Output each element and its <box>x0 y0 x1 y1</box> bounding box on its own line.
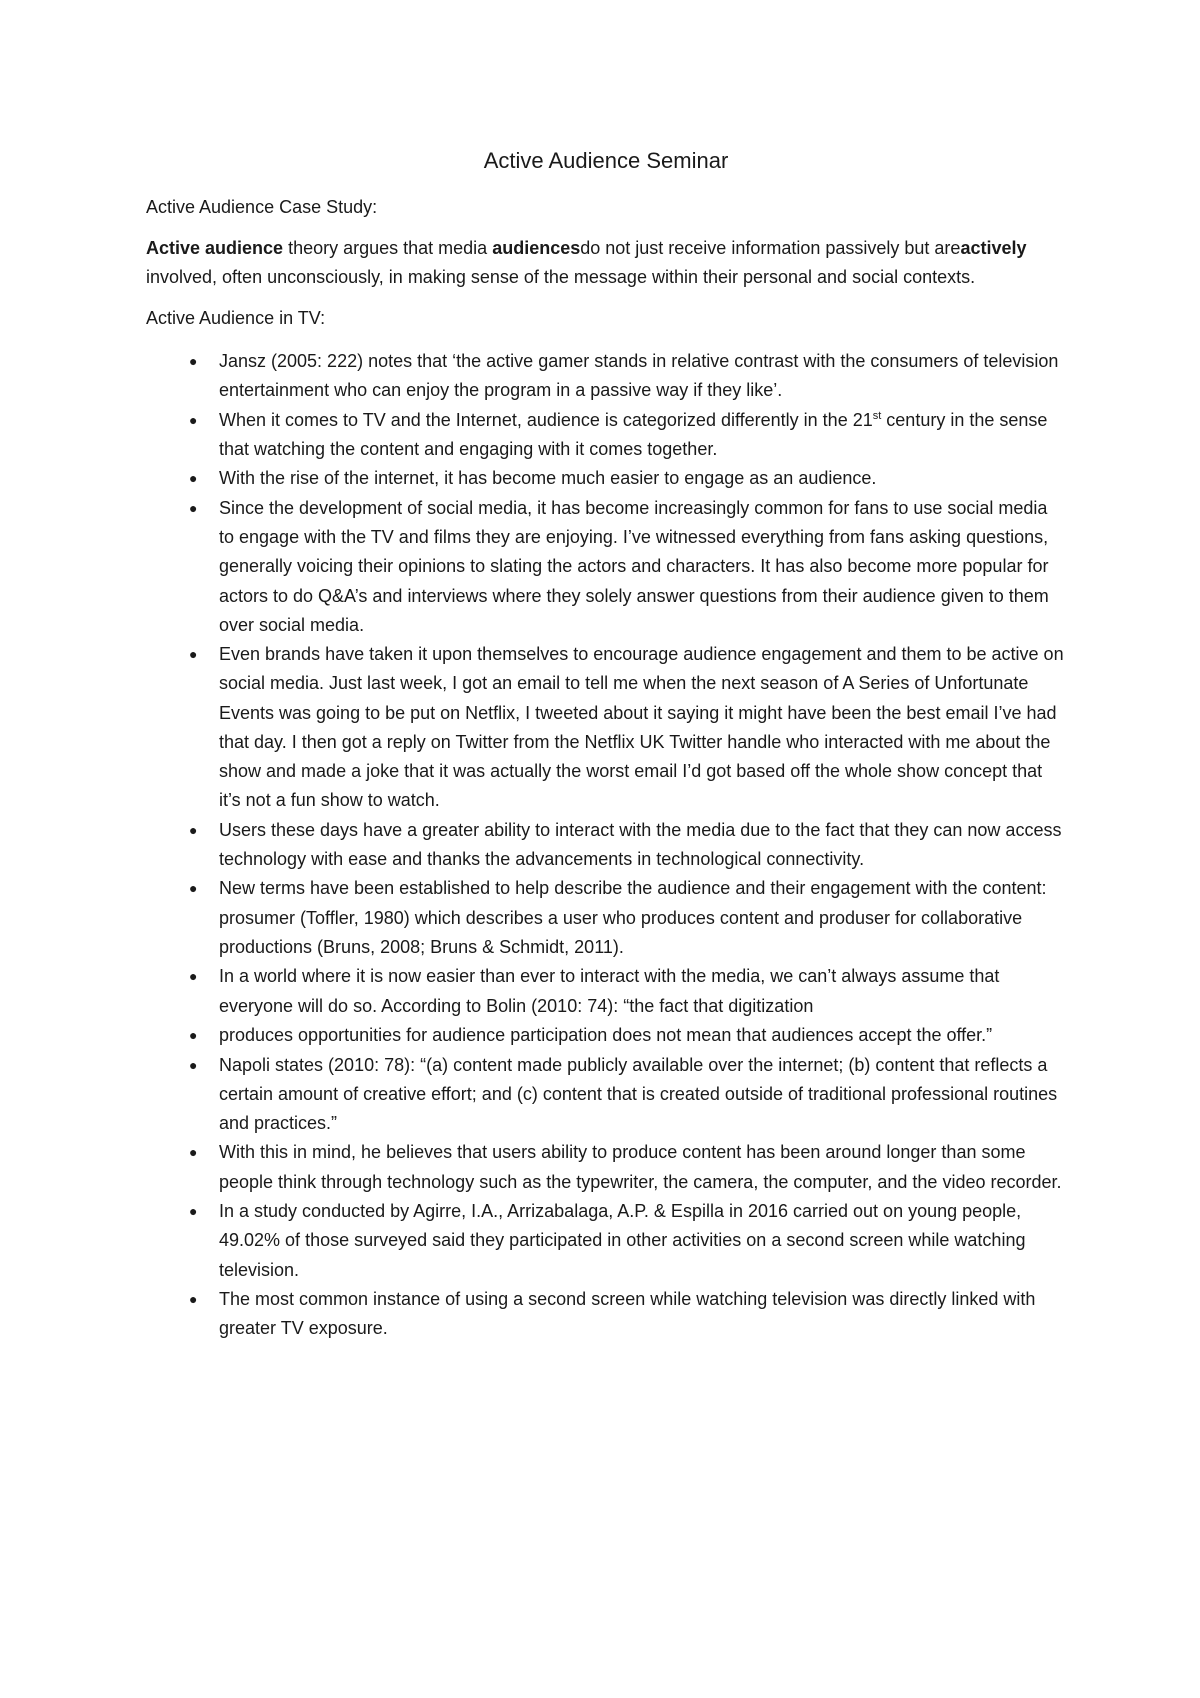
document-body <box>146 146 1066 1344</box>
tv-heading: Active Audience in TV: <box>146 308 326 328</box>
list-item <box>146 816 1066 874</box>
list-item-text: The most common instance of using a second screen while watching television was directly linked with greater TV exposure. <box>219 1289 1036 1339</box>
list-item <box>146 406 1066 464</box>
list-item-text: Napoli states (2010: 78): “(a) content made publicly available over the internet; (b) content that reflects a certain amount of creative effort; and (c) content that is created outside of traditional professional routines and practices.” <box>219 1054 1058 1133</box>
superscript: st <box>872 409 882 422</box>
list-item <box>146 464 1066 493</box>
bullet-icon: ● <box>189 968 198 985</box>
list-item-text: With the rise of the internet, it has become much easier to engage as an audience. <box>219 468 877 489</box>
list-item-text: With this in mind, he believes that users ability to produce content has been around longer than some people think through technology such as the typewriter, the camera, the computer, and the video recorder. <box>219 1142 1062 1192</box>
bullet-icon: ● <box>189 470 198 487</box>
intro-bold-1: Active audience <box>146 238 284 258</box>
intro-text-1: theory argues that media <box>283 238 493 258</box>
list-item <box>146 494 1066 640</box>
list-item-text: In a study conducted by Agirre, I.A., Arrizabalaga, A.P. & Espilla in 2016 carried out on young people, 49.02% of those surveyed said they participated in other activities on a second screen while watching television. <box>219 1201 1026 1280</box>
list-item-text: When it comes to TV and the Internet, audience is categorized differently in the 21 <box>219 409 873 430</box>
bullet-icon: ● <box>189 411 198 428</box>
list-item <box>146 1021 1066 1050</box>
list-item <box>146 1051 1066 1139</box>
bullet-icon: ● <box>189 353 198 369</box>
list-item-text: Jansz (2005: 222) notes that ‘the active gamer stands in relative contrast with the consumers of television entertainment who can enjoy the program in a passive way if they like’. <box>219 351 1059 401</box>
list-item <box>146 640 1066 815</box>
bullet-icon: ● <box>189 1203 198 1220</box>
intro-text-2: do not just receive information passively but are <box>580 238 961 258</box>
list-item-text: In a world where it is now easier than ever to interact with the media, we can’t always assume that everyone will do so. According to Bolin (2010: 74): “the fact that digitization <box>219 966 1000 1016</box>
bullet-icon: ● <box>189 821 198 838</box>
list-item <box>146 874 1066 962</box>
page-title: Active Audience Seminar <box>483 148 729 173</box>
list-item-text: Users these days have a greater ability to interact with the media due to the fact that they can now access technology with ease and thanks the advancements in technological connectivity. <box>219 819 1062 869</box>
intro-paragraph <box>146 234 1066 292</box>
list-item-text: New terms have been established to help describe the audience and their engagement with the content: prosumer (Toffler, 1980) which describes a user who produces content and produser for collaborative productions (Bruns, 2008; Bruns & Schmidt, 2011). <box>219 878 1047 957</box>
bullet-icon: ● <box>189 880 198 897</box>
list-item <box>146 347 1066 405</box>
list-item <box>146 1285 1066 1343</box>
intro-bold-3: actively <box>960 238 1027 258</box>
intro-bold-2: audiences <box>492 238 581 258</box>
list-item-text-tail: century in the sense that watching the content and engaging with it comes together. <box>219 409 1048 459</box>
bullet-icon: ● <box>189 1144 198 1161</box>
list-item-text: Even brands have taken it upon themselves to encourage audience engagement and them to be active on social media. Just last week, I got an email to tell me when the next season of A Series of Unfortunate Events was going to be put on Netflix, I tweeted about it saying it might have been the best email I’ve had that day. I then got a reply on Twitter from the Netflix UK Twitter handle who interacted with me about the show and made a joke that it was actually the worst email I’d got based off the whole show concept that it’s not a fun show to watch. <box>219 644 1064 811</box>
bullet-list <box>146 347 1066 1343</box>
bullet-icon: ● <box>189 1027 198 1044</box>
bullet-icon: ● <box>189 646 198 663</box>
bullet-icon: ● <box>189 1056 198 1073</box>
list-item-text: produces opportunities for audience participation does not mean that audiences accept the offer.” <box>219 1025 993 1046</box>
list-item <box>146 1197 1066 1285</box>
list-item-text: Since the development of social media, it has become increasingly common for fans to use social media to engage with the TV and films they are enjoying. I’ve witnessed everything from fans asking questions, generally voicing their opinions to slating the actors and characters. It has also become more popular for actors to do Q&A’s and interviews where they solely answer questions from their audience given to them over social media. <box>219 497 1049 635</box>
list-item <box>146 962 1066 1020</box>
bullet-icon: ● <box>189 499 198 516</box>
bullet-icon: ● <box>189 1291 198 1308</box>
intro-text-3: involved, often unconsciously, in making sense of the message within their personal and social contexts. <box>146 267 976 287</box>
case-study-heading: Active Audience Case Study: <box>146 197 378 217</box>
list-item <box>146 1138 1066 1196</box>
